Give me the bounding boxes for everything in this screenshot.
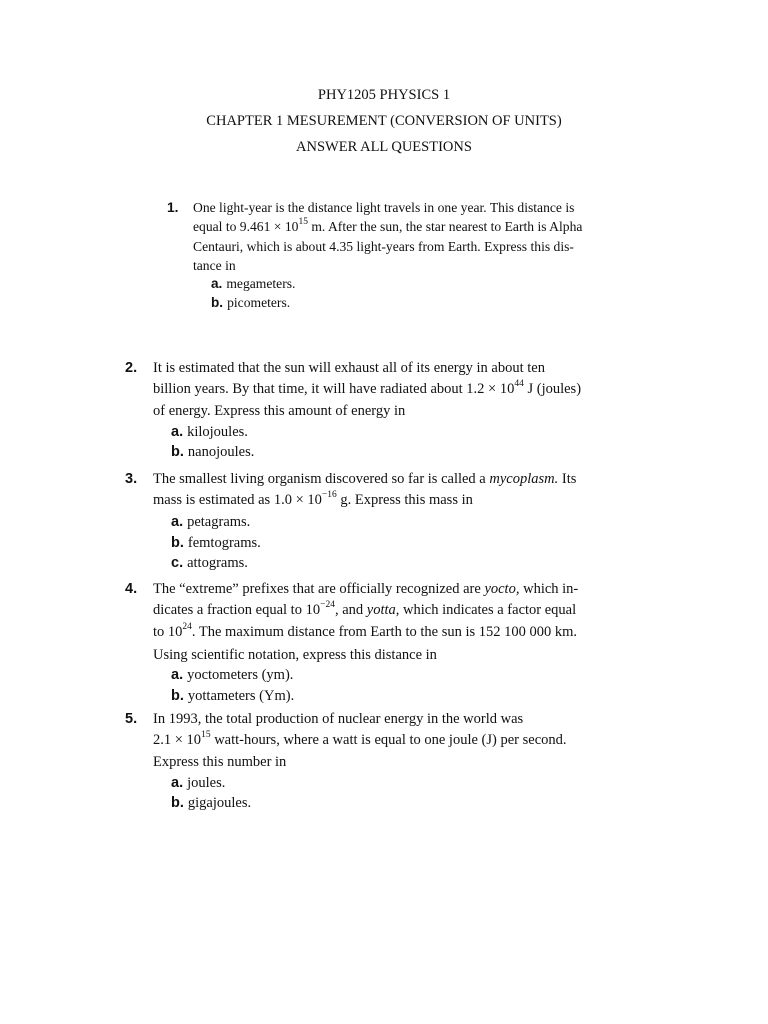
sub-question <box>153 422 581 443</box>
sub-question <box>153 553 576 574</box>
question-text-line: Centauri, which is about 4.35 light-years from Earth. Express this dis- <box>193 239 574 254</box>
exponent: 15 <box>298 216 308 227</box>
sub-question <box>153 512 576 533</box>
sub-question-label: b. <box>171 444 184 460</box>
sub-question-text: petagrams. <box>187 514 251 530</box>
course-title: PHY1205 PHYSICS 1 <box>317 87 451 103</box>
sub-question-text: kilojoules. <box>187 423 248 440</box>
question-text-line: mass is estimated as $1.0 \times 10^{-16}$ g. Express this mass in <box>153 489 473 508</box>
sub-question-label: a. <box>211 276 223 291</box>
sub-question-label: b. <box>171 687 184 704</box>
sub-question <box>153 686 578 707</box>
question-text-line: $2.1 \times 10^{15}$ watt-hours, where a watt is equal to one joule (J) per second. <box>153 729 567 748</box>
question-number: 5. <box>125 711 138 727</box>
question-text-line: It is estimated that the sun will exhaust all of its energy in about ten <box>153 360 545 376</box>
sub-question <box>153 442 581 463</box>
sub-question-text: femtograms. <box>187 534 261 551</box>
sub-question-label: c. <box>171 555 184 571</box>
sub-question <box>193 275 582 294</box>
question-text-line: equal to $9.461 \times 10^{15}$ m. After the sun, the star nearest to Earth is Alpha <box>193 216 583 234</box>
italic-term: yocto, <box>484 581 520 597</box>
exponent: −16 <box>321 489 337 500</box>
question-text-line: The smallest living organism discovered so far is called a mycoplasm. Its <box>153 471 577 487</box>
question-3 <box>125 469 577 574</box>
exponent: 15 <box>201 729 211 740</box>
sub-question-text: picometers. <box>227 294 291 310</box>
chapter-title: CHAPTER 1 MESUREMENT (CONVERSION OF UNITS) <box>206 113 562 129</box>
question-text-line: of energy. Express this amount of energy in <box>153 403 406 419</box>
exponent: 24 <box>182 622 192 632</box>
italic-term: mycoplasm. <box>489 471 559 487</box>
italic-term: yotta, <box>366 601 400 618</box>
question-1 <box>167 199 583 312</box>
question-number: 1. <box>167 200 179 215</box>
question-text-line: to $10^{24}$. The maximum distance from Earth to the sun is 152 100 000 km. <box>153 622 578 640</box>
question-2 <box>125 358 582 463</box>
question-4 <box>125 579 579 706</box>
question-number: 3. <box>125 471 138 487</box>
sub-question <box>153 665 578 686</box>
sub-question-text: gigajoules. <box>187 795 252 811</box>
sub-question-label: b. <box>211 294 224 310</box>
sub-question-label: b. <box>171 534 184 551</box>
sub-question-label: a. <box>171 774 184 791</box>
sub-question-label: b. <box>171 795 184 811</box>
sub-question-text: joules. <box>187 774 226 791</box>
sub-question-text: yoctometers (ym). <box>187 667 294 683</box>
sub-question-label: a. <box>171 667 184 683</box>
sub-question-label: a. <box>171 423 184 440</box>
question-5 <box>125 709 567 814</box>
sub-question-text: yottameters (Ym). <box>187 687 295 704</box>
sub-question-text: megameters. <box>226 276 296 291</box>
sub-question <box>153 793 567 814</box>
sub-question <box>193 294 582 313</box>
question-text-line: tance in <box>193 257 236 273</box>
question-text-line: dicates a fraction equal to $10^{-24}$, and yotta, which indicates a factor equal <box>153 599 577 618</box>
question-number: 4. <box>125 581 138 597</box>
exponent: 44 <box>514 378 524 389</box>
question-text-line: Using scientific notation, express this distance in <box>153 646 437 663</box>
question-text-line: In 1993, the total production of nuclear energy in the world was <box>153 711 524 727</box>
sub-question-text: attograms. <box>187 555 248 571</box>
sub-question-text: nanojoules. <box>187 444 255 460</box>
sub-question <box>153 533 576 554</box>
question-number: 2. <box>125 360 138 376</box>
question-text-line: Express this number in <box>153 754 287 770</box>
question-text-line: One light-year is the distance light travels in one year. This distance is <box>193 200 575 215</box>
sub-question <box>153 773 567 794</box>
question-text-line: The “extreme” prefixes that are officially recognized are yocto, which in- <box>153 581 579 597</box>
exponent: −24 <box>320 599 335 610</box>
sub-question-label: a. <box>171 514 184 530</box>
instruction: ANSWER ALL QUESTIONS <box>296 139 472 155</box>
question-text-line: billion years. By that time, it will have radiated about $1.2 \times 10^{44}$ J (joules) <box>153 378 582 397</box>
